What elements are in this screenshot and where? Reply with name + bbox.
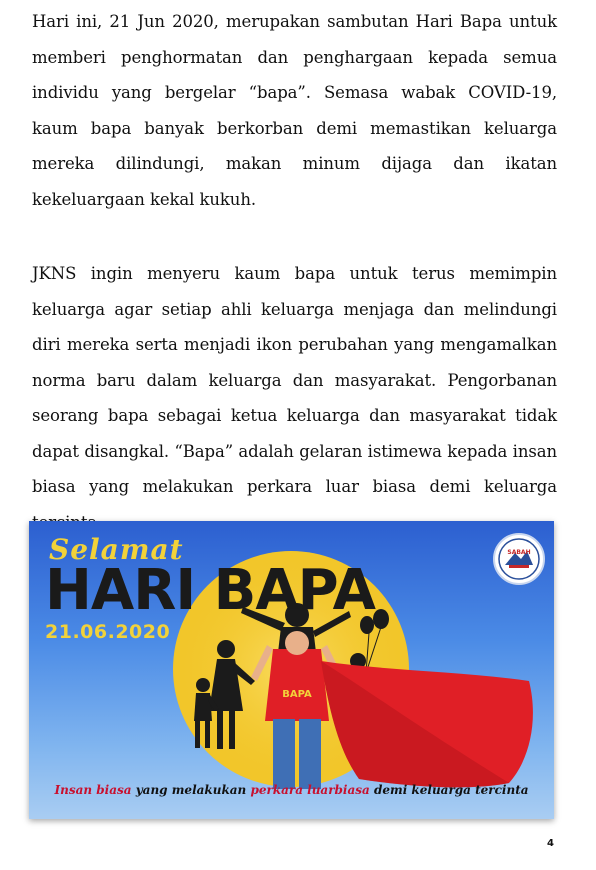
logo-emblem-icon — [495, 535, 543, 583]
caption-part-4: demi keluarga tercinta — [369, 783, 529, 797]
caption-part-2: yang melakukan — [131, 783, 251, 797]
caption-part-1: Insan biasa — [54, 783, 132, 797]
page-number: 4 — [547, 838, 554, 849]
paragraph-1: Hari ini, 21 Jun 2020, merupakan sambutan Hari Bapa untuk memberi penghormatan dan penghargaan kepada semua individu yang bergelar “bapa”. Semasa wabak COVID-19, kaum bapa banyak berkorban demi memastikan keluarga mereka dilindungi, makan minum dijaga dan ikatan kekeluargaan kekal kukuh. — [32, 12, 557, 209]
banner-title: HARI BAPA — [45, 558, 375, 623]
shirt-label: BAPA — [282, 689, 312, 700]
jkn-sabah-logo — [493, 533, 545, 585]
hari-bapa-banner — [29, 521, 554, 819]
caption-part-3: perkara luarbiasa — [250, 783, 370, 797]
logo-text: SABAH — [507, 549, 531, 556]
banner-date: 21.06.2020 — [45, 621, 171, 643]
paragraph-2: JKNS ingin menyeru kaum bapa untuk terus memimpin keluarga agar setiap ahli keluarga menjaga dan melindungi diri mereka serta menjadi ikon perubahan yang mengamalkan norma baru dalam keluarga dan masyarakat. Pengorbanan seorang bapa sebagai ketua keluarga dan masyarakat tidak dapat disangkal. “Bapa” adalah gelaran istimewa kepada insan biasa yang melakukan perkara luar biasa demi keluarga — [32, 264, 557, 496]
banner-caption — [49, 783, 534, 798]
banner-greeting: Selamat — [49, 533, 184, 566]
